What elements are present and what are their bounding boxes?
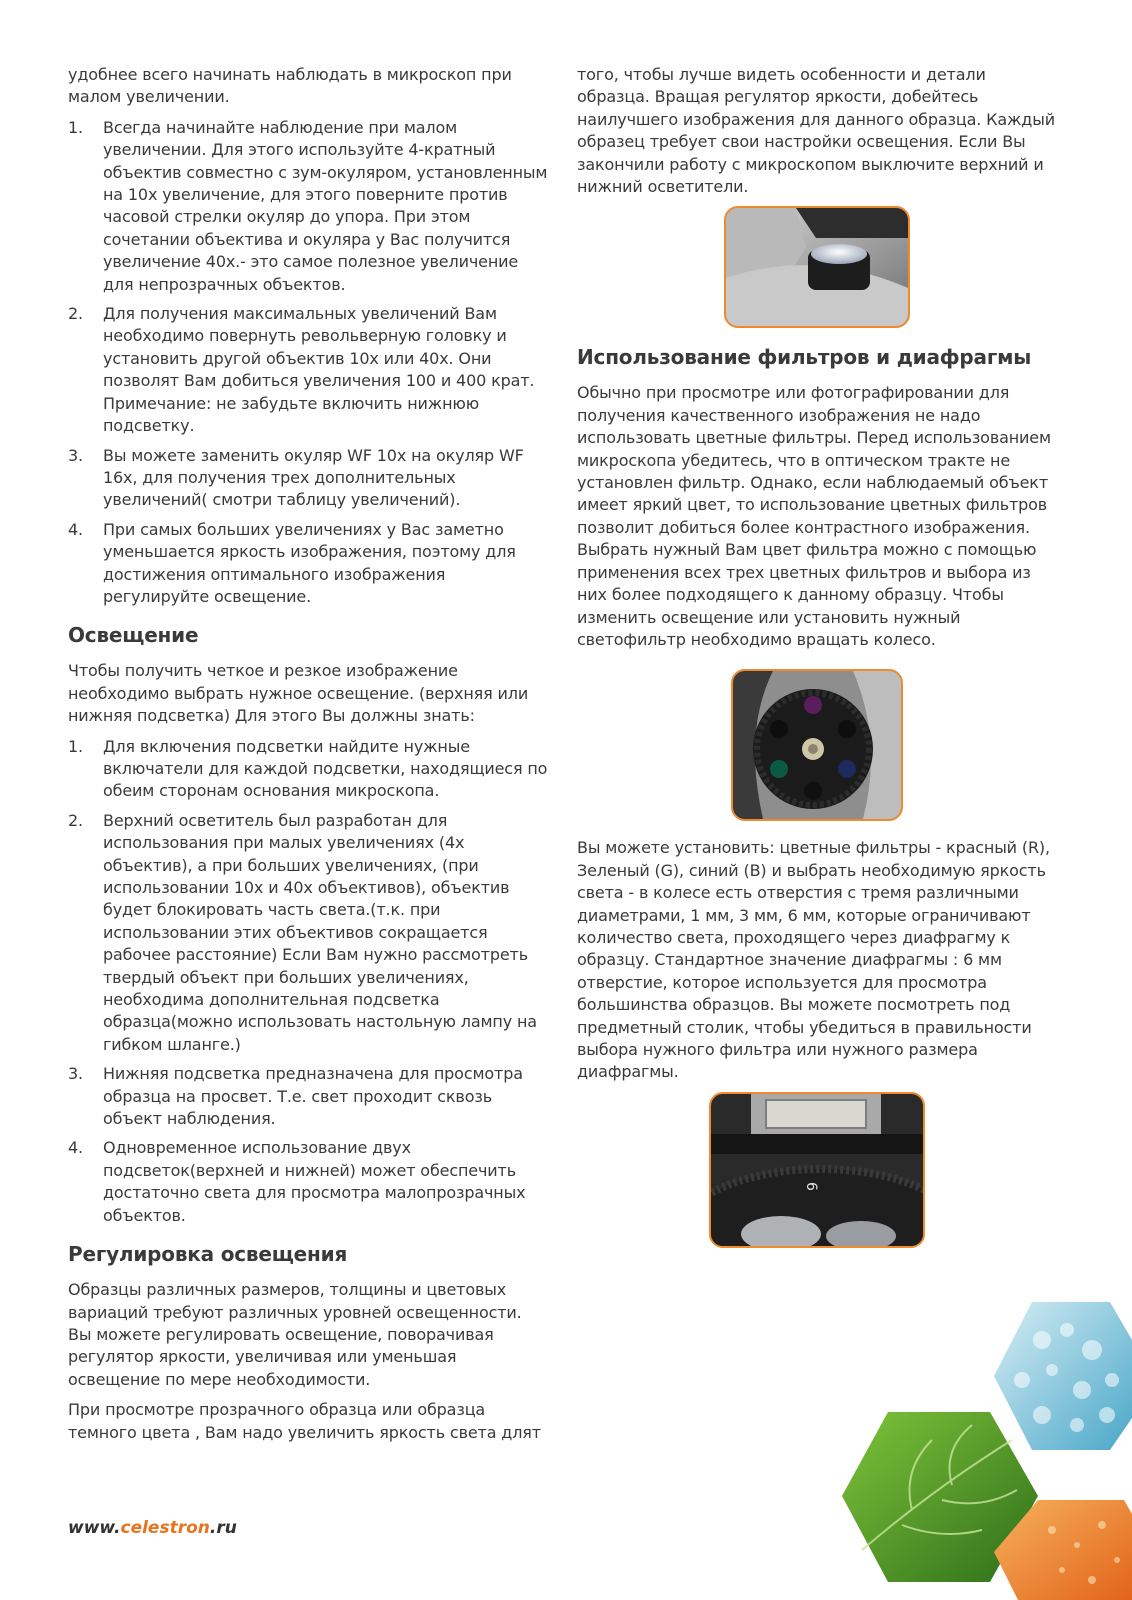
list-number: 4. <box>68 1138 83 1158</box>
right-column <box>577 64 1057 1248</box>
list-text: Вы можете заменить окуляр WF 10x на окуляр WF 16x, для получения трех дополнительных увеличений( смотри таблицу увеличений). <box>103 445 524 510</box>
left-column <box>68 64 548 1452</box>
list-item <box>68 303 548 437</box>
list-item <box>68 1063 548 1130</box>
filter-wheel-photo <box>731 669 903 821</box>
heading-lighting: Освещение <box>68 623 199 648</box>
list-item <box>68 736 548 803</box>
list-item <box>68 519 548 609</box>
list-number: 3. <box>68 445 83 465</box>
list-number: 2. <box>68 810 83 830</box>
list-number: 4. <box>68 519 83 539</box>
dial-label: 6 <box>803 1181 819 1191</box>
list-text: Для получения максимальных увеличений Вам необходимо повернуть револьверную головку и установить другой объектив 10х или 40х. Они позволят Вам добиться увеличения 100 и 400 крат. Примечание: не забудьте включить нижнюю подсветку. <box>103 304 535 436</box>
lighting-intro: Чтобы получить четкое и резкое изображение необходимо выбрать нужное освещение. (верхняя или нижняя подсветка) Для этого Вы должны знать: <box>68 661 529 726</box>
url-brand: celestron <box>120 1518 210 1538</box>
diaphragm-paragraph: Вы можете установить: цветные фильтры - красный (R), Зеленый (G), синий (B) и выбрать необходимую яркость света - в колесе есть отверстия с тремя различными диаметрами, 1 мм, 3 мм, 6 мм, которые ограничивают количество света, проходящего через диафрагму к образцу. Стандартное значение диафрагмы : 6 мм отверстие, которое используется для просмотра большинства образцов. Вы можете посмотреть под предметный столик, чтобы убедиться в правильности выбора нужного фильтра или нужного размера диафрагмы. <box>577 838 1050 1082</box>
hexagon-decoration <box>842 1300 1132 1600</box>
list-text: Всегда начинайте наблюдение при малом увеличении. Для этого используйте 4-кратный объектив совместно с зум-окуляром, установленным на 10х увеличение, для этого поверните против часовой стрелки окуляр до упора. При этом сочетании объектива и окуляра у Вас получится увеличение 40х.- это самое полезное увеличение для непрозрачных объектов. <box>103 117 548 294</box>
list-number: 1. <box>68 117 83 137</box>
url-prefix: www. <box>68 1518 121 1538</box>
heading-adjust: Регулировка освещения <box>68 1242 348 1267</box>
continued-text: того, чтобы лучше видеть особенности и детали образца. Вращая регулятор яркости, добейтесь наилучшего изображения для данного образца. Каждый образец требует свои настройки освещения. Если Вы закончили работу с микроскопом выключите верхний и нижний осветители. <box>577 65 1055 197</box>
url-suffix: .ru <box>209 1518 237 1538</box>
list-text: Верхний осветитель был разработан для использования при малых увеличениях (4х объектив), а при больших увеличениях, (при использовании 10х и 40х объективов), объектив будет блокировать часть света.(т.к. при использовании этих объективов сокращается рабочее расстояние) Если Вам нужно рассмотреть твердый объект при больших увеличениях, необходима дополнительная подсветка образца(можно использовать настольную лампу на гибком шланге.) <box>103 810 537 1054</box>
list-item <box>68 445 548 512</box>
illuminator-photo <box>724 206 910 328</box>
list-text: При самых больших увеличениях у Вас заметно уменьшается яркость изображения, поэтому для достижения оптимального изображения регулируйте освещение. <box>103 519 516 606</box>
lighting-list <box>68 736 548 1228</box>
list-item <box>68 810 548 1056</box>
list-item <box>68 1137 548 1227</box>
list-text: Для включения подсветки найдите нужные включатели для каждой подсветки, находящиеся по обеим сторонам основания микроскопа. <box>103 736 548 801</box>
footer-url[interactable] <box>68 1518 237 1538</box>
list-number: 1. <box>68 736 83 756</box>
diaphragm-photo <box>709 1092 925 1248</box>
adjust-paragraph-1: Образцы различных размеров, толщины и цветовых вариаций требуют различных уровней освещенности. Вы можете регулировать освещение, поворачивая регулятор яркости, увеличивая или уменьшая освещение по мере необходимости. <box>68 1280 522 1389</box>
list-text: Нижняя подсветка предназначена для просмотра образца на просвет. Т.е. свет проходит сквозь объект наблюдения. <box>103 1064 523 1129</box>
list-text: Одновременное использование двух подсветок(верхней и нижней) может обеспечить достаточно света для просмотра малопрозрачных объектов. <box>103 1138 526 1225</box>
adjust-paragraph-2: При просмотре прозрачного образца или образца темного цвета , Вам надо увеличить яркость света длят <box>68 1400 541 1442</box>
filters-paragraph: Обычно при просмотре или фотографировании для получения качественного изображения не надо использовать цветные фильтры. Перед использованием микроскопа убедитесь, что в оптическом тракте не установлен фильтр. Однако, если наблюдаемый объект имеет яркий цвет, то использование цветных фильтров позволит добиться более контрастного изображения. Выбрать нужный Вам цвет фильтра можно с помощью применения всех трех цветных фильтров и выбора из них более подходящего к данному образцу. Чтобы изменить освещение или установить нужный светофильтр необходимо вращать колесо. <box>577 383 1051 649</box>
list-item <box>68 117 548 296</box>
intro-text: удобнее всего начинать наблюдать в микроскоп при малом увеличении. <box>68 65 512 107</box>
heading-filters: Использование фильтров и диафрагмы <box>577 345 1032 370</box>
list-number: 3. <box>68 1064 83 1084</box>
list-number: 2. <box>68 304 83 324</box>
magnification-list <box>68 117 548 609</box>
